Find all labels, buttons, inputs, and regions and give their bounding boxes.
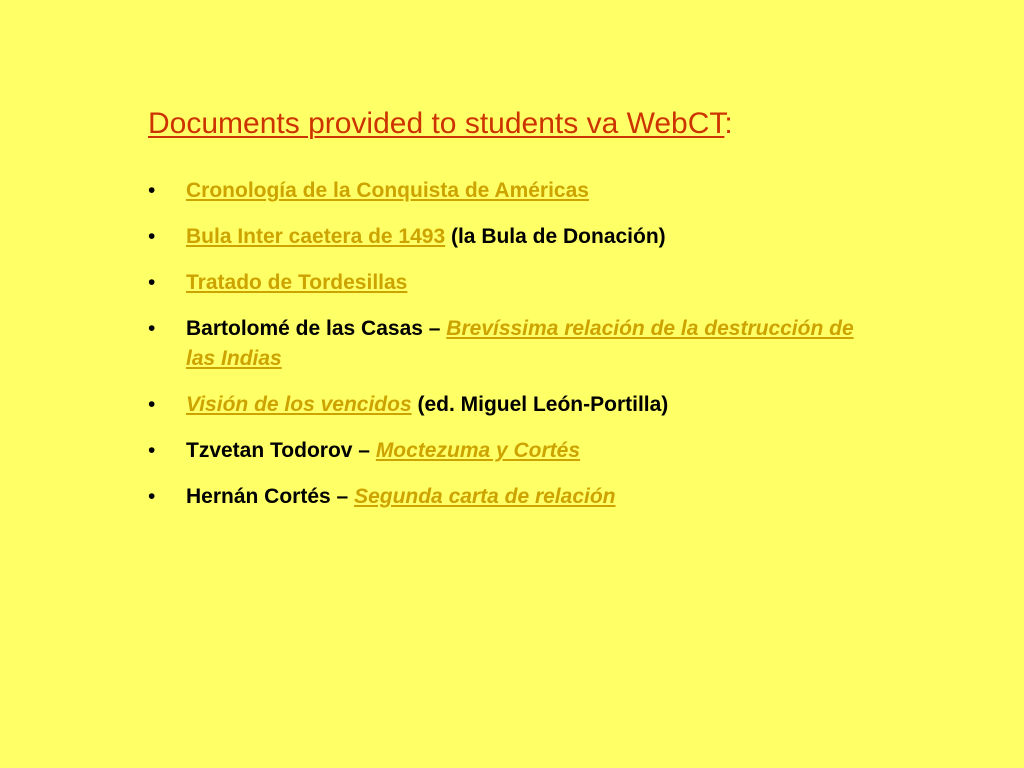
list-item: [148, 222, 868, 252]
title-suffix: :: [724, 107, 733, 140]
document-link-segunda-carta[interactable]: Segunda carta de relación: [354, 485, 616, 508]
document-link-cronologia[interactable]: Cronología de la Conquista de Américas: [186, 179, 589, 202]
bullet-icon: •: [148, 317, 156, 340]
bullet-icon: •: [148, 225, 156, 248]
document-link-vision[interactable]: Visión de los vencidos: [186, 393, 412, 416]
bullet-icon: •: [148, 393, 156, 416]
item-note: (ed. Miguel León-Portilla): [411, 393, 669, 416]
document-link-moctezuma[interactable]: Moctezuma y Cortés: [375, 439, 581, 462]
item-author: Bartolomé de las Casas –: [186, 317, 447, 340]
item-author: Tzvetan Todorov –: [186, 439, 376, 462]
title-link[interactable]: Documents provided to students va WebCT: [148, 107, 725, 140]
list-item: [148, 314, 868, 374]
list-item: [148, 482, 868, 512]
list-item: [148, 436, 868, 466]
bullet-icon: •: [148, 439, 156, 462]
document-link-bula[interactable]: Bula Inter caetera de 1493: [186, 225, 446, 248]
bullet-icon: •: [148, 179, 156, 202]
slide-title: [148, 104, 733, 144]
list-item: [148, 176, 868, 206]
list-item: [148, 268, 868, 298]
bullet-icon: •: [148, 271, 156, 294]
bullet-icon: •: [148, 485, 156, 508]
item-author: Hernán Cortés –: [186, 485, 355, 508]
document-link-tordesillas[interactable]: Tratado de Tordesillas: [186, 271, 408, 294]
document-list: [148, 176, 868, 528]
list-item: [148, 390, 868, 420]
item-note: (la Bula de Donación): [445, 225, 666, 248]
document-link-brevissima[interactable]: Brevíssima relación de la destrucción de las Indias: [186, 317, 854, 370]
